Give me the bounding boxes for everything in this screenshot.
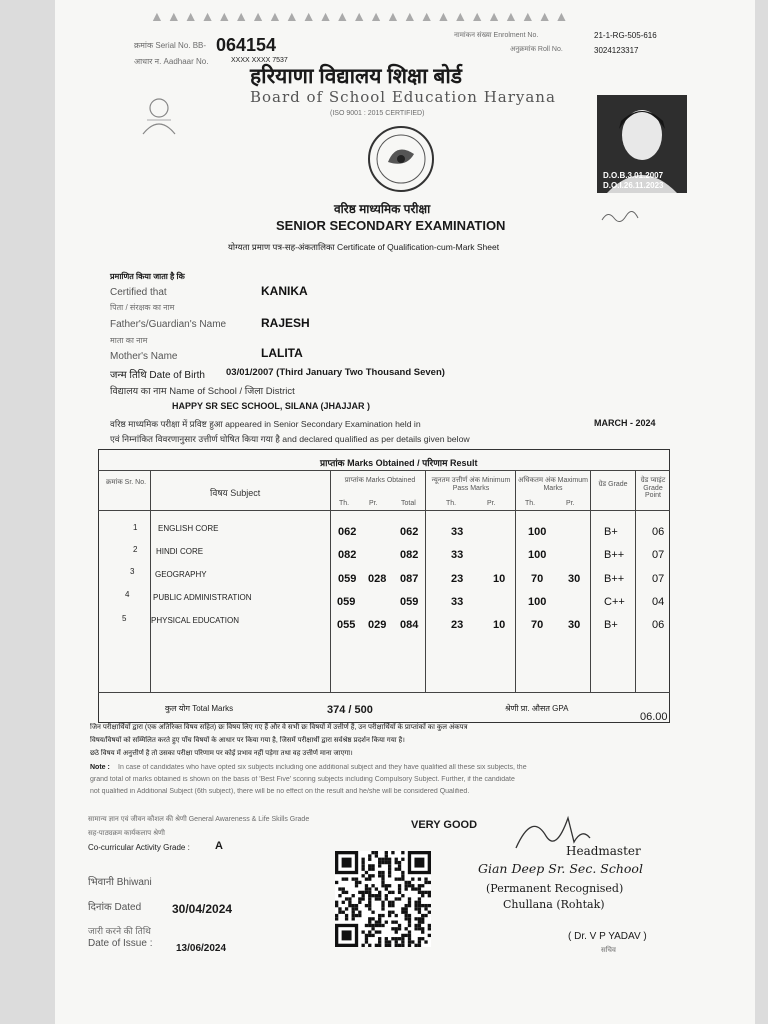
col-min-pass-header: न्यूनतम उत्तीर्ण अंक Minimum Pass Marks [431, 477, 511, 492]
cocurricular-label: Co-curricular Activity Grade : [88, 843, 190, 852]
student-photo [597, 95, 687, 193]
table-row-subject: HINDI CORE [156, 547, 204, 556]
aadhaar-label: आधार न. Aadhaar No. [134, 57, 209, 66]
table-row-grade: B++ [604, 549, 625, 561]
col-subject-header: विषय Subject [210, 488, 261, 498]
note-hindi-line2: विषय/विषयों को सम्मिलित करते हुए पाँच विषयों के आधार पर किया गया है, जिसमें परीक्षार्थी द्वारा सर्वश्रेष्ठ प्रदर्शन किया गया है। [90, 737, 405, 744]
declared-text: एवं निम्नांकित विवरणानुसार उत्तीर्ण घोषित किया गया है and declared qualified as per details given below [110, 434, 470, 444]
col-sno-header: क्रमांक Sr. No. [105, 479, 147, 486]
table-row-sno: 3 [130, 567, 135, 576]
table-row-subject: GEOGRAPHY [155, 570, 207, 579]
table-row-min-th: 33 [451, 549, 464, 561]
serial-number: 064154 [216, 35, 277, 55]
table-row-th: 082 [338, 549, 357, 561]
state-emblem-icon [133, 90, 185, 138]
serial-label: क्रमांक Serial No. BB- [134, 41, 207, 50]
gpa-value: 06.00 [640, 711, 668, 723]
total-marks-value: 374 / 500 [327, 704, 373, 716]
candidate-name: KANIKA [261, 284, 308, 298]
col-total-header: Total [401, 500, 416, 507]
father-label: Father's/Guardian's Name [110, 319, 227, 330]
mother-name: LALITA [261, 346, 303, 360]
table-row-min-th: 33 [451, 596, 464, 608]
table-row-min-th: 33 [451, 526, 464, 538]
table-row-th: 055 [337, 619, 356, 631]
table-row-min-pr: 10 [493, 573, 506, 585]
note-hindi-line3: छठे विषय में अनुत्तीर्ण है तो उसका परीक्षा परिणाम पर कोई प्रभाव नहीं पड़ेगा तथा वह उत्तीर्ण माना जाएगा। [90, 750, 353, 757]
aadhaar-number: XXXX XXXX 7537 [231, 57, 288, 64]
photo-doi: D.O.I.26.11.2023 [603, 181, 664, 190]
gpa-label: श्रेणी प्रा. औसत GPA [505, 704, 569, 713]
table-row-total: 062 [400, 526, 419, 538]
photo-attestation-signature [600, 208, 640, 224]
roll-number: 3024123317 [594, 46, 639, 55]
table-caption: प्राप्तांक Marks Obtained / परिणाम Result [320, 458, 478, 468]
table-row-th: 062 [338, 526, 357, 538]
table-row-subject: PUBLIC ADMINISTRATION [153, 593, 252, 602]
signatory-title: सचिव [601, 947, 616, 954]
mother-label-hindi: माता का नाम [110, 336, 148, 345]
table-row-max-pr: 30 [568, 573, 581, 585]
table-row-sno: 5 [122, 614, 127, 623]
col-marks-obtained-header: प्राप्तांक Marks Obtained [344, 477, 416, 484]
total-marks-label: कुल योग Total Marks [165, 704, 234, 713]
roll-label: अनुक्रमांक Roll No. [510, 46, 563, 53]
general-awareness-grade: VERY GOOD [411, 819, 478, 831]
general-awareness-label: सामान्य ज्ञान एवं जीवन कौशल की श्रेणी General Awareness & Life Skills Grade [88, 816, 310, 823]
table-row-gp: 06 [652, 619, 665, 631]
enrolment-number: 21-1-RG-505-616 [594, 31, 657, 40]
table-row-gp: 07 [652, 549, 665, 561]
exam-title-hindi: वरिष्ठ माध्यमिक परीक्षा [334, 202, 431, 216]
table-row-grade: B++ [604, 573, 625, 585]
mother-label: Mother's Name [110, 351, 178, 362]
dob-value: 03/01/2007 (Third January Two Thousand Seven) [226, 367, 445, 378]
issue-value: 13/06/2024 [176, 943, 227, 954]
dated-value: 30/04/2024 [172, 902, 233, 916]
col-min-th-header: Th. [446, 500, 457, 507]
photo-dob: D.O.B.3.01.2007 [603, 171, 664, 180]
iso-certification: (ISO 9001 : 2015 CERTIFIED) [330, 110, 425, 117]
note-english-line1: In case of candidates who have opted six subjects including one additional subject and they have qualified all these six subjects, the [118, 764, 527, 771]
table-row-gp: 06 [652, 526, 665, 538]
stamp-school-name: Gian Deep Sr. Sec. School [478, 861, 643, 876]
table-row-min-th: 23 [451, 573, 464, 585]
table-row-max-th: 100 [528, 549, 547, 561]
note-english-line3: not qualified in Additional Subject (6th subject), there will be no effect on the result and he/she will be considered Qualified. [90, 788, 470, 795]
place-label: भिवानी Bhiwani [88, 877, 152, 888]
table-row-total: 059 [400, 596, 419, 608]
father-name: RAJESH [261, 316, 310, 330]
table-row-total: 084 [400, 619, 419, 631]
col-grade-point-header: ग्रेड प्वाइंट Grade Point [640, 477, 666, 499]
table-row-subject: PHYSICAL EDUCATION [151, 616, 240, 625]
board-logo-icon [366, 124, 436, 194]
col-max-pr-header: Pr. [566, 500, 575, 507]
certificate-subtitle: योग्यता प्रमाण पत्र-सह-अंकतालिका Certificate of Qualification-cum-Mark Sheet [228, 242, 500, 252]
table-row-pr: 029 [368, 619, 387, 631]
table-row-sno: 4 [125, 590, 130, 599]
cocurricular-label-hindi: सह-पाठ्यक्रम कार्यकलाप श्रेणी [88, 830, 165, 837]
table-row-total: 082 [400, 549, 419, 561]
table-row-min-th: 23 [451, 619, 464, 631]
school-label: विद्यालय का नाम Name of School / जिला District [110, 386, 295, 397]
col-max-th-header: Th. [525, 500, 536, 507]
father-label-hindi: पिता / संरक्षक का नाम [110, 303, 175, 312]
certified-label: Certified that [110, 287, 167, 298]
col-max-header: अधिकतम अंक Maximum Marks [518, 477, 588, 492]
note-label: Note : [90, 764, 110, 771]
table-row-max-th: 70 [531, 573, 544, 585]
col-min-pr-header: Pr. [487, 500, 496, 507]
table-row-subject: ENGLISH CORE [158, 524, 219, 533]
security-pattern: ▲▲▲▲▲▲▲▲▲▲▲▲▲▲▲▲▲▲▲▲▲▲▲▲▲ [150, 8, 572, 24]
signatory-name: ( Dr. V P YADAV ) [568, 931, 647, 942]
table-row-total: 087 [400, 573, 419, 585]
dated-label: दिनांक Dated [88, 902, 142, 913]
appeared-text: वरिष्ठ माध्यमिक परीक्षा में प्रविष्ट हुआ appeared in Senior Secondary Examination held in [110, 419, 421, 429]
school-value: HAPPY SR SEC SCHOOL, SILANA (JHAJJAR ) [172, 401, 371, 411]
certified-intro: प्रमाणित किया जाता है कि [110, 272, 185, 281]
col-th-header: Th. [339, 500, 350, 507]
table-row-th: 059 [337, 596, 356, 608]
table-row-grade: C++ [604, 596, 625, 608]
col-grade-header: ग्रेड Grade [598, 481, 628, 488]
stamp-recognition: (Permanent Recognised) [486, 882, 624, 895]
table-row-max-pr: 30 [568, 619, 581, 631]
issue-label: Date of Issue : [88, 938, 153, 949]
table-row-max-th: 100 [528, 596, 547, 608]
verification-qr-code[interactable] [335, 851, 431, 947]
enrolment-label: नामांकन संख्या Enrolment No. [454, 32, 539, 39]
table-row-grade: B+ [604, 526, 618, 538]
table-row-sno: 1 [133, 523, 138, 532]
headmaster-title: Headmaster [566, 844, 641, 858]
stamp-place: Chullana (Rohtak) [503, 898, 605, 911]
board-name-english: Board of School Education Haryana [250, 88, 556, 106]
table-row-min-pr: 10 [493, 619, 506, 631]
exam-session: MARCH - 2024 [594, 418, 656, 428]
table-row-sno: 2 [133, 545, 138, 554]
note-hindi-line1: जिन परीक्षार्थियों द्वारा (एक अतिरिक्त विषय सहित) छः विषय लिए गए हैं और वे सभी छः विषयों में उत्तीर्ण हैं, उन परीक्षार्थियों के प्राप्तांकों का कुल अंकपत्र [90, 724, 468, 731]
table-row-max-th: 70 [531, 619, 544, 631]
cocurricular-grade: A [215, 840, 223, 852]
table-row-pr: 028 [368, 573, 387, 585]
table-row-max-th: 100 [528, 526, 547, 538]
issue-label-hindi: जारी करने की तिथि [88, 926, 151, 936]
col-pr-header: Pr. [369, 500, 378, 507]
table-row-gp: 07 [652, 573, 665, 585]
dob-label: जन्म तिथि Date of Birth [110, 370, 205, 381]
note-english-line2: grand total of marks obtained is shown on the basis of 'Best Five' scoring subjects including Compulsory Subject. Further, if the candidate [90, 776, 515, 783]
table-row-gp: 04 [652, 596, 665, 608]
table-row-grade: B+ [604, 619, 618, 631]
board-name-hindi: हरियाणा विद्यालय शिक्षा बोर्ड [250, 65, 463, 88]
exam-title-english: SENIOR SECONDARY EXAMINATION [276, 218, 506, 233]
table-row-th: 059 [338, 573, 357, 585]
